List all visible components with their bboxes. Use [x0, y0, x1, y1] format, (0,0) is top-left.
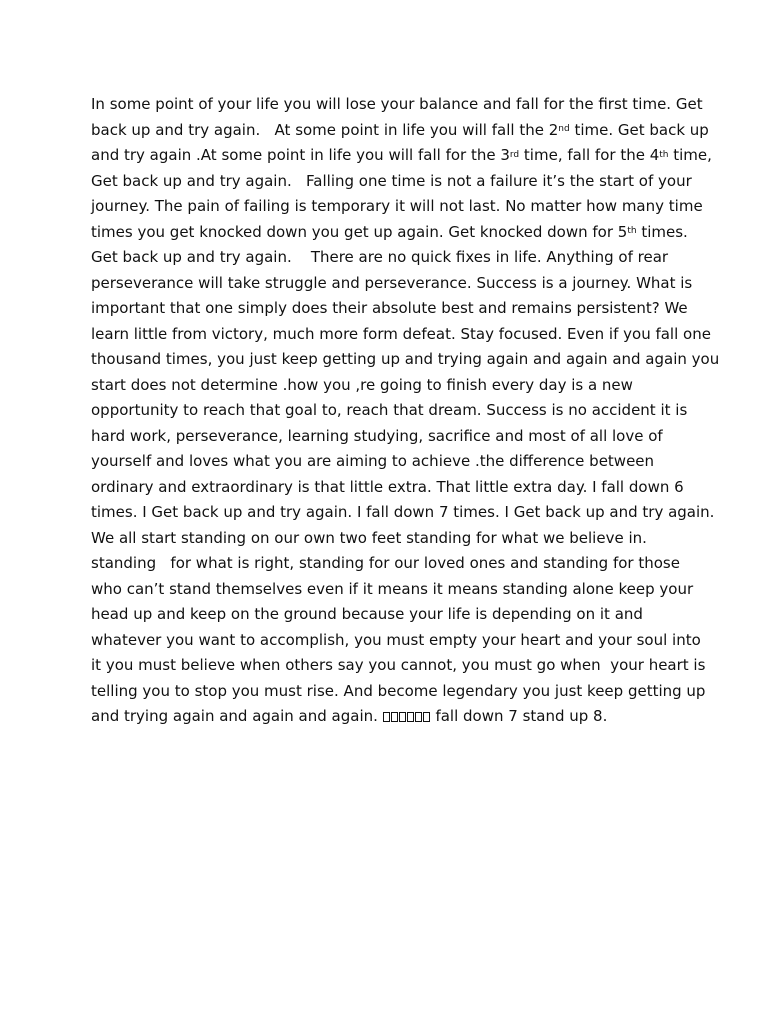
text-run: head up and keep on the ground because your life is depending on it and [91, 605, 643, 623]
text-line [91, 322, 711, 348]
text-line [91, 679, 706, 705]
missing-glyph-icon [407, 712, 414, 722]
text-line [91, 245, 691, 271]
text-run: opportunity to reach that goal to, reach that dream. Success is no accident it is [91, 401, 688, 419]
text-run: time. Get back up [569, 120, 709, 139]
missing-glyph-icon [399, 712, 406, 722]
text-run: perseverance will take struggle and perseverance. Success is a journey. What is [91, 273, 693, 292]
text-run: yourself and loves what you are aiming to achieve .the difference between [91, 452, 655, 470]
text-run: We all start standing on our own two feet standing for what we believe in. [91, 528, 647, 547]
missing-glyph-icon [415, 712, 422, 722]
text-run: back up and try again. At some point in life you will fall the 2 [91, 120, 559, 139]
text-line [91, 628, 701, 654]
text-line [91, 551, 691, 577]
text-run: In some point of your life you will lose your balance and fall for the first time. Get [91, 95, 703, 113]
text-line [91, 373, 691, 399]
text-run: Get back up and try again. Falling one time is not a failure it’s the start of your [91, 171, 692, 190]
text-run: and trying again and again and again. [91, 707, 383, 725]
text-run: learn little from victory, much more form defeat. Stay focused. Even if you fall one [91, 324, 711, 343]
text-run: time, fall for the 4 [519, 146, 660, 164]
text-line [91, 602, 691, 628]
text-line [91, 118, 709, 144]
text-run: important that one simply does their absolute best and remains persistent? We [91, 299, 688, 317]
text-run: times you get knocked down you get up again. Get knocked down for 5 [91, 222, 628, 241]
text-run: who can’t stand themselves even if it means it means standing alone keep your [91, 579, 694, 598]
text-run: fall down 7 stand up 8. [430, 707, 608, 725]
text-run: it you must believe when others say you cannot, you must go when your heart is [91, 656, 706, 674]
text-run: times. I Get back up and try again. I fall down 7 times. I Get back up and try again. [91, 503, 715, 521]
text-line [91, 475, 691, 501]
ordinal-superscript: rd [509, 149, 520, 160]
text-line [91, 449, 691, 475]
text-line [91, 143, 712, 169]
ordinal-superscript: nd [558, 124, 570, 135]
text-run: times. [636, 222, 688, 241]
text-run: thousand times, you just keep getting up and trying again and again and again you [91, 350, 720, 368]
text-run: start does not determine .how you ,re going to finish every day is a new [91, 375, 633, 394]
text-line [91, 577, 694, 603]
text-line [91, 194, 703, 220]
text-line [91, 398, 691, 424]
text-line [91, 704, 691, 730]
text-run: ordinary and extraordinary is that little extra. That little extra day. I fall down 6 [91, 477, 684, 496]
text-line [91, 169, 691, 195]
text-line [91, 424, 691, 450]
text-run: hard work, perseverance, learning studying, sacrifice and most of all love of [91, 426, 663, 445]
text-run: time, [668, 146, 712, 164]
text-line [91, 271, 691, 297]
missing-glyph-icon [423, 712, 430, 722]
text-line [91, 296, 691, 322]
text-run: standing for what is right, standing for our loved ones and standing for those [91, 554, 680, 572]
text-run: telling you to stop you must rise. And become legendary you just keep getting up [91, 681, 706, 700]
text-run: Get back up and try again. There are no quick fixes in life. Anything of rear [91, 248, 669, 266]
text-line [91, 220, 691, 246]
body-paragraph [91, 92, 720, 730]
text-run: and try again .At some point in life you will fall for the 3 [91, 146, 510, 164]
missing-glyph-icon [383, 712, 390, 722]
text-line [91, 526, 691, 552]
missing-glyph-icon [391, 712, 398, 722]
text-line [91, 653, 706, 679]
text-run: whatever you want to accomplish, you must empty your heart and your soul into [91, 630, 701, 649]
ordinal-superscript: th [659, 149, 669, 160]
text-line [91, 92, 703, 118]
text-run: journey. The pain of failing is temporary it will not last. No matter how many time [91, 197, 703, 215]
ordinal-superscript: th [627, 226, 637, 237]
text-line [91, 500, 715, 526]
text-line [91, 347, 720, 373]
